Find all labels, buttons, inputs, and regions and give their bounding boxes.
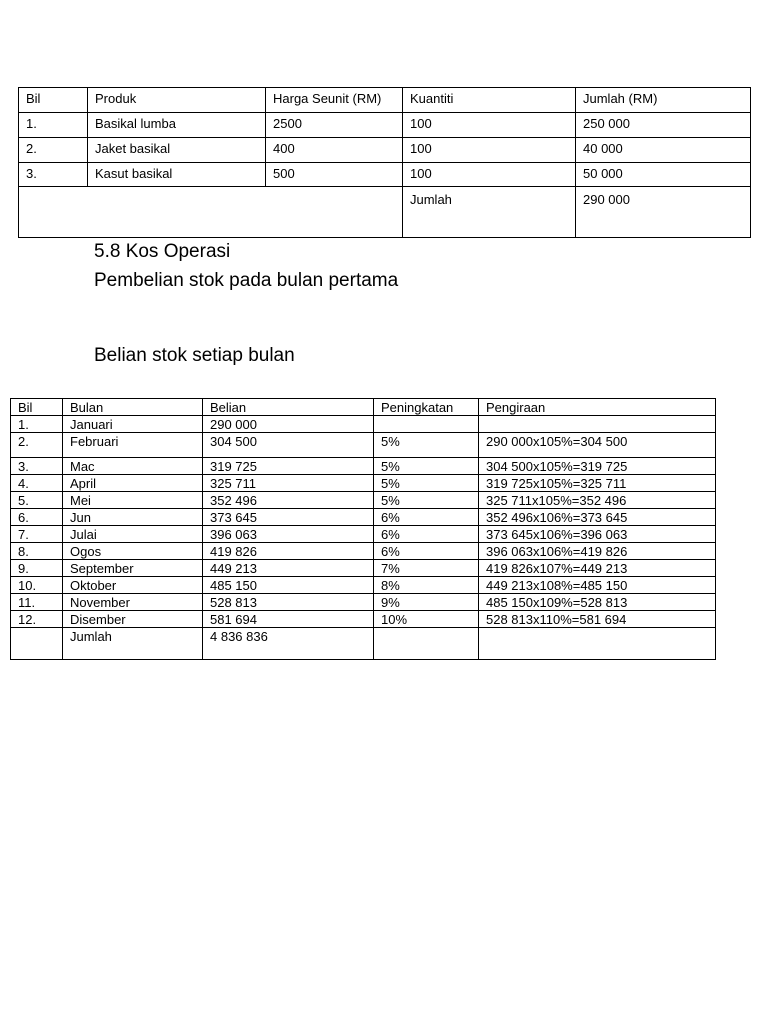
table-row (11, 543, 716, 560)
cell-bil: 3. (19, 163, 88, 187)
cell-belian: 396 063 (203, 526, 374, 543)
cell-belian: 290 000 (203, 416, 374, 433)
table-row (19, 138, 751, 163)
cell-pengiraan: 449 213x108%=485 150 (479, 577, 716, 594)
cell-bil: 1. (19, 113, 88, 138)
table-row (11, 492, 716, 509)
monthly-purchase-table (10, 398, 716, 660)
cell-bulan: Januari (63, 416, 203, 433)
total-spacer-cell (19, 187, 403, 238)
cell-belian: 581 694 (203, 611, 374, 628)
cell-bulan: Julai (63, 526, 203, 543)
cell-bulan: September (63, 560, 203, 577)
cell-kuantiti: 100 (403, 113, 576, 138)
cell-belian: 352 496 (203, 492, 374, 509)
header-pengiraan: Pengiraan (479, 399, 716, 416)
header-kuantiti: Kuantiti (403, 88, 576, 113)
cell-produk: Jaket basikal (88, 138, 266, 163)
product-table-header-row (19, 88, 751, 113)
table-row (11, 458, 716, 475)
table-row (11, 509, 716, 526)
product-table-total-row (19, 187, 751, 238)
cell-bulan: Jun (63, 509, 203, 526)
cell-belian: 373 645 (203, 509, 374, 526)
cell-peningkatan: 5% (374, 492, 479, 509)
section-title: 5.8 Kos Operasi (94, 241, 231, 262)
cell-belian: 485 150 (203, 577, 374, 594)
table-row (19, 113, 751, 138)
cell-pengiraan: 396 063x106%=419 826 (479, 543, 716, 560)
cell-pengiraan (479, 416, 716, 433)
table-row (19, 163, 751, 187)
cell-peningkatan: 6% (374, 509, 479, 526)
cell-produk: Kasut basikal (88, 163, 266, 187)
table-row (11, 475, 716, 492)
cell-produk: Basikal lumba (88, 113, 266, 138)
cell-bil: 9. (11, 560, 63, 577)
cell-bil: 11. (11, 594, 63, 611)
header-bil: Bil (11, 399, 63, 416)
cell-pengiraan: 528 813x110%=581 694 (479, 611, 716, 628)
cell-belian: 419 826 (203, 543, 374, 560)
cell-belian: 528 813 (203, 594, 374, 611)
cell-harga: 400 (266, 138, 403, 163)
cell-pengiraan: 290 000x105%=304 500 (479, 433, 716, 458)
cell-bil: 2. (11, 433, 63, 458)
cell-belian: 319 725 (203, 458, 374, 475)
table-row (11, 611, 716, 628)
cell-belian: 325 711 (203, 475, 374, 492)
cell-bil: 5. (11, 492, 63, 509)
cell-peningkatan: 6% (374, 543, 479, 560)
total-empty-bil (11, 628, 63, 660)
cell-pengiraan: 373 645x106%=396 063 (479, 526, 716, 543)
cell-peningkatan: 10% (374, 611, 479, 628)
table-row (11, 433, 716, 458)
cell-bulan: Mei (63, 492, 203, 509)
cell-bulan: Mac (63, 458, 203, 475)
cell-pengiraan: 319 725x105%=325 711 (479, 475, 716, 492)
cell-pengiraan: 352 496x106%=373 645 (479, 509, 716, 526)
cell-harga: 2500 (266, 113, 403, 138)
cell-bulan: Februari (63, 433, 203, 458)
monthly-heading: Belian stok setiap bulan (94, 345, 295, 366)
cell-bil: 8. (11, 543, 63, 560)
total-empty-peningkatan (374, 628, 479, 660)
header-peningkatan: Peningkatan (374, 399, 479, 416)
product-table (18, 87, 751, 238)
cell-peningkatan: 5% (374, 433, 479, 458)
total-value: 4 836 836 (203, 628, 374, 660)
header-bil: Bil (19, 88, 88, 113)
cell-bulan: April (63, 475, 203, 492)
cell-jumlah: 40 000 (576, 138, 751, 163)
cell-bil: 1. (11, 416, 63, 433)
header-bulan: Bulan (63, 399, 203, 416)
cell-bulan: Oktober (63, 577, 203, 594)
table-row (11, 416, 716, 433)
cell-bil: 2. (19, 138, 88, 163)
cell-belian: 304 500 (203, 433, 374, 458)
cell-bulan: Ogos (63, 543, 203, 560)
cell-pengiraan: 485 150x109%=528 813 (479, 594, 716, 611)
table-row (11, 594, 716, 611)
cell-peningkatan: 6% (374, 526, 479, 543)
cell-peningkatan: 8% (374, 577, 479, 594)
cell-pengiraan: 325 711x105%=352 496 (479, 492, 716, 509)
cell-bil: 6. (11, 509, 63, 526)
cell-bulan: November (63, 594, 203, 611)
monthly-table-total-row (11, 628, 716, 660)
header-produk: Produk (88, 88, 266, 113)
cell-peningkatan: 5% (374, 475, 479, 492)
header-belian: Belian (203, 399, 374, 416)
monthly-table-header-row (11, 399, 716, 416)
cell-kuantiti: 100 (403, 138, 576, 163)
cell-peningkatan (374, 416, 479, 433)
header-jumlah: Jumlah (RM) (576, 88, 751, 113)
cell-bulan: Disember (63, 611, 203, 628)
table-row (11, 560, 716, 577)
table-row (11, 577, 716, 594)
cell-pengiraan: 304 500x105%=319 725 (479, 458, 716, 475)
total-label: Jumlah (403, 187, 576, 238)
cell-bil: 4. (11, 475, 63, 492)
cell-kuantiti: 100 (403, 163, 576, 187)
cell-harga: 500 (266, 163, 403, 187)
cell-peningkatan: 9% (374, 594, 479, 611)
header-harga-seunit: Harga Seunit (RM) (266, 88, 403, 113)
table-row (11, 526, 716, 543)
total-label: Jumlah (63, 628, 203, 660)
total-value: 290 000 (576, 187, 751, 238)
cell-jumlah: 250 000 (576, 113, 751, 138)
cell-belian: 449 213 (203, 560, 374, 577)
cell-jumlah: 50 000 (576, 163, 751, 187)
total-empty-pengiraan (479, 628, 716, 660)
section-subtitle: Pembelian stok pada bulan pertama (94, 270, 399, 291)
cell-bil: 7. (11, 526, 63, 543)
cell-bil: 3. (11, 458, 63, 475)
cell-peningkatan: 7% (374, 560, 479, 577)
cell-peningkatan: 5% (374, 458, 479, 475)
cell-bil: 12. (11, 611, 63, 628)
cell-pengiraan: 419 826x107%=449 213 (479, 560, 716, 577)
cell-bil: 10. (11, 577, 63, 594)
